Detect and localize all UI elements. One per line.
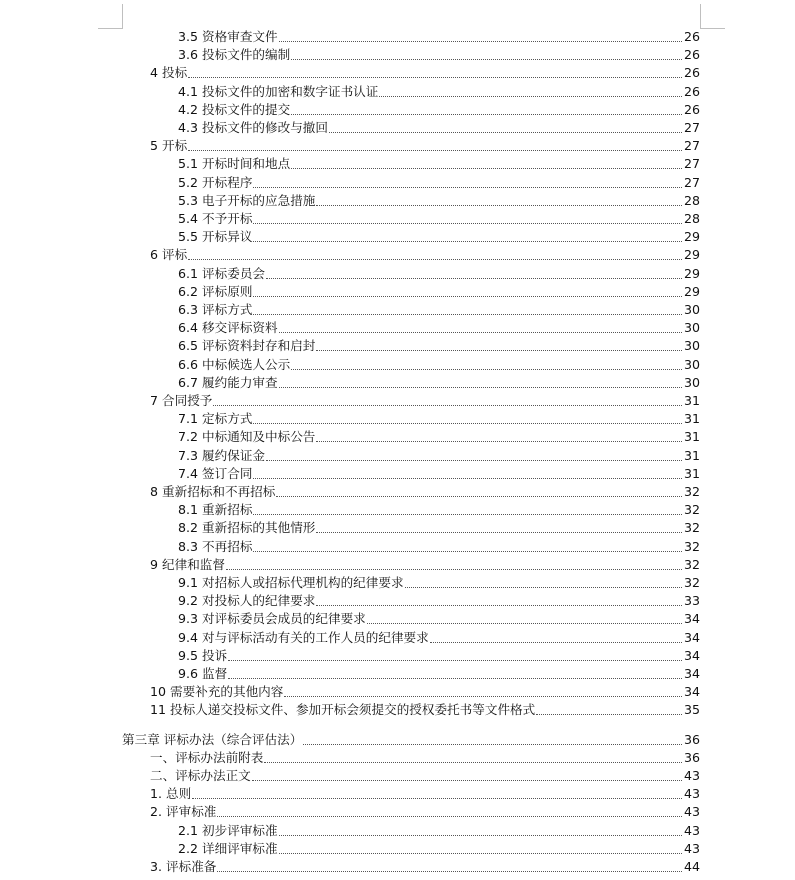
toc-entry-title: 8.1 重新招标 — [178, 502, 253, 518]
toc-entry[interactable] — [178, 464, 700, 482]
toc-dot-leader — [192, 788, 682, 799]
toc-page-number: 30 — [683, 302, 700, 317]
toc-page-number: 26 — [683, 29, 700, 44]
toc-entry[interactable] — [150, 700, 700, 718]
toc-page-number: 29 — [683, 247, 700, 263]
toc-entry-title: 7.4 签订合同 — [178, 465, 253, 481]
toc-entry-title: 1. 总则 — [150, 786, 192, 802]
toc-entry-title: 7.3 履约保证金 — [178, 447, 266, 463]
toc-entry[interactable] — [178, 82, 700, 100]
toc-entry-title: 4 投标 — [150, 65, 188, 81]
toc-dot-leader — [279, 377, 682, 388]
toc-dot-leader — [253, 468, 682, 479]
toc-dot-leader — [217, 861, 682, 872]
toc-page-number: 33 — [683, 593, 700, 609]
toc-dot-leader — [536, 704, 682, 715]
toc-dot-leader — [217, 806, 682, 817]
toc-page-number: 29 — [683, 265, 700, 281]
toc-dot-leader — [253, 541, 682, 552]
toc-entry[interactable] — [178, 821, 700, 839]
toc-entry[interactable] — [178, 227, 700, 245]
toc-page-number: 43 — [683, 786, 700, 802]
toc-dot-leader — [188, 140, 682, 151]
toc-entry-title: 6.6 中标候选人公示 — [178, 356, 291, 372]
toc-entry[interactable] — [178, 628, 700, 646]
toc-entry[interactable] — [178, 591, 700, 609]
toc-entry-title: 5 开标 — [150, 138, 188, 154]
toc-page-number: 34 — [683, 684, 700, 700]
toc-entry[interactable] — [178, 500, 700, 518]
toc-page-number: 30 — [683, 356, 700, 372]
toc-entry-title: 6.2 评标原则 — [178, 283, 253, 299]
toc-entry[interactable] — [178, 300, 700, 318]
toc-page-number: 31 — [683, 465, 700, 481]
toc-page-number: 27 — [683, 120, 700, 135]
toc-page-number: 34 — [683, 647, 700, 663]
toc-dot-leader — [279, 825, 682, 836]
toc-page-number: 44 — [683, 859, 700, 874]
toc-entry-title: 3.6 投标文件的编制 — [178, 47, 291, 63]
toc-dot-leader — [367, 613, 682, 624]
toc-entry[interactable] — [150, 63, 700, 81]
toc-entry-title: 9.4 对与评标活动有关的工作人员的纪律要求 — [178, 629, 429, 645]
toc-dot-leader — [379, 86, 682, 97]
toc-entry-title: 5.1 开标时间和地点 — [178, 156, 291, 172]
toc-entry[interactable] — [150, 245, 700, 263]
toc-dot-leader — [228, 668, 682, 679]
toc-entry[interactable] — [178, 191, 700, 209]
toc-dot-leader — [266, 450, 682, 461]
toc-page-number: 28 — [683, 211, 700, 226]
page-corner-mark-right — [700, 4, 725, 29]
toc-entry-title: 7.2 中标通知及中标公告 — [178, 429, 316, 445]
toc-dot-leader — [253, 504, 682, 515]
toc-page-number: 31 — [683, 447, 700, 463]
toc-page-number: 35 — [683, 702, 700, 718]
toc-entry-title: 9.1 对招标人或招标代理机构的纪律要求 — [178, 575, 404, 590]
toc-page-number: 32 — [683, 538, 700, 554]
toc-entry[interactable] — [150, 802, 700, 820]
toc-dot-leader — [279, 843, 682, 854]
toc-entry[interactable] — [150, 784, 700, 802]
toc-entry-title: 6 评标 — [150, 247, 188, 263]
toc-page-number: 34 — [683, 666, 700, 681]
toc-entry[interactable] — [178, 446, 700, 464]
toc-dot-leader — [253, 286, 682, 297]
toc-entry-title: 6.5 评标资料封存和启封 — [178, 338, 316, 354]
toc-dot-leader — [266, 268, 682, 279]
toc-entry-title: 4.3 投标文件的修改与撤回 — [178, 120, 328, 135]
toc-dot-leader — [279, 31, 682, 42]
toc-page-number: 34 — [683, 629, 700, 645]
toc-dot-leader — [316, 195, 682, 206]
toc-dot-leader — [303, 734, 682, 745]
toc-entry[interactable] — [178, 209, 700, 227]
toc-page-number: 27 — [683, 138, 700, 154]
toc-entry[interactable] — [178, 839, 700, 857]
toc-entry-title: 7.1 定标方式 — [178, 411, 253, 427]
toc-page-number: 29 — [683, 229, 700, 245]
toc-dot-leader — [316, 431, 682, 442]
toc-page-number: 27 — [683, 174, 700, 190]
toc-entry[interactable] — [178, 173, 700, 191]
toc-page-number: 31 — [683, 393, 700, 408]
toc-entry[interactable] — [150, 748, 700, 766]
toc-dot-leader — [188, 67, 682, 78]
toc-entry-title: 3. 评标准备 — [150, 859, 217, 874]
toc-entry-title: 5.2 开标程序 — [178, 174, 253, 190]
toc-entry[interactable] — [178, 537, 700, 555]
toc-page-number: 26 — [683, 65, 700, 81]
toc-page-number: 43 — [683, 768, 700, 783]
toc-entry[interactable] — [178, 27, 700, 45]
toc-entry[interactable] — [178, 609, 700, 627]
toc-entry[interactable] — [178, 409, 700, 427]
toc-entry-title: 2.1 初步评审标准 — [178, 822, 278, 838]
toc-page-number: 36 — [683, 749, 700, 765]
toc-dot-leader — [264, 752, 682, 763]
toc-dot-leader — [228, 650, 682, 661]
toc-dot-leader — [279, 322, 682, 333]
toc-entry[interactable] — [150, 391, 700, 409]
toc-entry-title: 9.3 对评标委员会成员的纪律要求 — [178, 611, 366, 627]
toc-page-number: 43 — [683, 804, 700, 820]
toc-entry-title: 9 纪律和监督 — [150, 556, 225, 572]
toc-entry-title: 6.1 评标委员会 — [178, 265, 266, 281]
toc-entry[interactable] — [178, 336, 700, 354]
toc-entry-title: 9.5 投诉 — [178, 647, 228, 663]
toc-entry[interactable] — [150, 482, 700, 500]
toc-dot-leader — [213, 395, 682, 406]
toc-entry[interactable] — [178, 318, 700, 336]
toc-entry[interactable] — [178, 45, 700, 63]
toc-dot-leader — [253, 213, 682, 224]
toc-dot-leader — [291, 359, 682, 370]
toc-entry[interactable] — [178, 264, 700, 282]
toc-entry[interactable] — [178, 282, 700, 300]
toc-dot-leader — [188, 249, 682, 260]
toc-dot-leader — [329, 122, 682, 133]
toc-page-number: 32 — [683, 484, 700, 499]
toc-page-number: 26 — [683, 83, 700, 99]
toc-entry-title: 5.3 电子开标的应急措施 — [178, 192, 316, 208]
toc-entry-title: 8.2 重新招标的其他情形 — [178, 520, 316, 536]
toc-entry[interactable] — [150, 136, 700, 154]
toc-dot-leader — [291, 158, 682, 169]
toc-page-number: 36 — [683, 731, 700, 747]
toc-page-number: 30 — [683, 338, 700, 354]
toc-page-number: 29 — [683, 283, 700, 299]
toc-entry-title: 3.5 资格审查文件 — [178, 29, 278, 44]
toc-entry-title: 第三章 评标办法（综合评估法） — [122, 731, 303, 747]
toc-dot-leader — [316, 340, 682, 351]
toc-entry-title: 9.2 对投标人的纪律要求 — [178, 593, 316, 609]
toc-entry-title: 2. 评审标准 — [150, 804, 217, 820]
toc-entry[interactable] — [178, 118, 700, 136]
toc-dot-leader — [430, 632, 682, 643]
toc-entry[interactable] — [178, 154, 700, 172]
toc-page-number: 26 — [683, 47, 700, 63]
toc-entry-title: 10 需要补充的其他内容 — [150, 684, 284, 700]
toc-page-number: 28 — [683, 192, 700, 208]
toc-entry[interactable] — [150, 682, 700, 700]
toc-entry-title: 8 重新招标和不再招标 — [150, 484, 276, 499]
toc-entry-title: 2.2 详细评审标准 — [178, 840, 278, 856]
toc-entry-title: 7 合同授予 — [150, 393, 213, 408]
toc-dot-leader — [405, 577, 682, 588]
toc-entry[interactable] — [178, 573, 700, 591]
toc-dot-leader — [253, 177, 682, 188]
toc-dot-leader — [253, 231, 682, 242]
toc-entry[interactable] — [150, 555, 700, 573]
toc-dot-leader — [253, 304, 682, 315]
toc-entry[interactable] — [178, 373, 700, 391]
toc-entry-title: 5.4 不予开标 — [178, 211, 253, 226]
toc-page-number: 30 — [683, 320, 700, 336]
toc-entry[interactable] — [178, 355, 700, 373]
toc-entry[interactable] — [150, 766, 700, 784]
toc-entry[interactable] — [122, 730, 700, 748]
toc-entry-title: 4.2 投标文件的提交 — [178, 101, 291, 117]
toc-page-number: 30 — [683, 374, 700, 390]
toc-page-number: 32 — [683, 575, 700, 590]
toc-page-number: 32 — [683, 520, 700, 536]
toc-page-number: 43 — [683, 840, 700, 856]
toc-dot-leader — [316, 522, 682, 533]
toc-dot-leader — [291, 104, 682, 115]
toc-entry[interactable] — [178, 646, 700, 664]
toc-page-number: 43 — [683, 822, 700, 838]
toc-entry[interactable] — [150, 857, 700, 875]
toc-entry-title: 6.4 移交评标资料 — [178, 320, 278, 336]
toc-entry-title: 二、评标办法正文 — [150, 768, 251, 783]
toc-entry-title: 4.1 投标文件的加密和数字证书认证 — [178, 83, 379, 99]
toc-dot-leader — [252, 770, 682, 781]
toc-entry-title: 11 投标人递交投标文件、参加开标会须提交的授权委托书等文件格式 — [150, 702, 536, 718]
toc-page-number: 32 — [683, 502, 700, 518]
page-corner-mark-left — [98, 4, 123, 29]
toc-page-number: 31 — [683, 429, 700, 445]
toc-entry-title: 8.3 不再招标 — [178, 538, 253, 554]
toc-page-number: 31 — [683, 411, 700, 427]
toc-dot-leader — [316, 595, 682, 606]
toc-entry[interactable] — [178, 100, 700, 118]
toc-entry[interactable] — [178, 518, 700, 536]
toc-dot-leader — [291, 49, 682, 60]
toc-entry-title: 6.3 评标方式 — [178, 302, 253, 317]
toc-dot-leader — [253, 413, 682, 424]
toc-page-number: 34 — [683, 611, 700, 627]
toc-entry-title: 6.7 履约能力审查 — [178, 374, 278, 390]
toc-page-number: 32 — [683, 556, 700, 572]
toc-page-number: 26 — [683, 101, 700, 117]
toc-entry[interactable] — [178, 427, 700, 445]
toc-entry[interactable] — [178, 664, 700, 682]
toc-entry-title: 一、评标办法前附表 — [150, 749, 264, 765]
toc-entry-title: 9.6 监督 — [178, 666, 228, 681]
toc-dot-leader — [226, 559, 682, 570]
toc-dot-leader — [284, 686, 682, 697]
toc-dot-leader — [276, 486, 682, 497]
toc-entry-title: 5.5 开标异议 — [178, 229, 253, 245]
toc-page-number: 27 — [683, 156, 700, 172]
